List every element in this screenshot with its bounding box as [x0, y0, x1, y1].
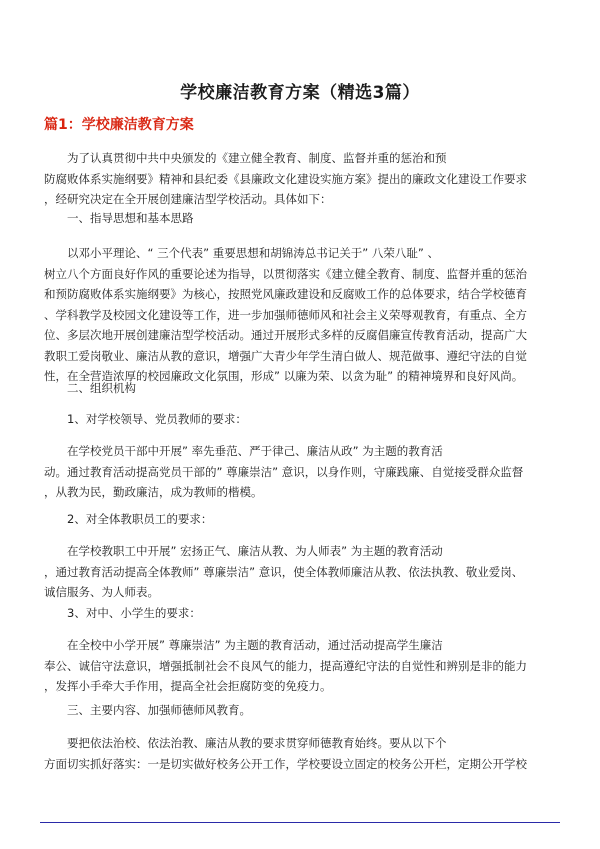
text-line: 为了认真贯彻中共中央颁发的《建立健全教育、制度、监督并重的惩治和预: [67, 151, 447, 165]
text-line: 性，在全营造浓厚的校园廉政文化氛围，形成” 以廉为荣、以贪为耻” 的精神境界和良好风尚。: [44, 369, 524, 383]
text-line: 三、主要内容、加强师德师风教育。: [67, 703, 251, 717]
text-line: 奉公、诚信守法意识，增强抵制社会不良风气的能力，提高遵纪守法的自觉性和辨别是非的能力: [44, 658, 527, 673]
paragraph-leaders: [44, 441, 564, 503]
text-line: 和预防腐败体系实施纲要》为核心，按照党风廉政建设和反腐败工作的总体要求，结合学校德育: [44, 287, 527, 301]
paragraph-intro: [44, 148, 564, 210]
text-line: 2、对全体教职员工的要求：: [67, 512, 213, 526]
subheading-organization: [44, 378, 564, 399]
footer-divider: [40, 822, 560, 823]
subheading-main-content: [44, 700, 564, 721]
text-line: 树立八个方面良好作风的重要论述为指导，以贯彻落实《建立健全教育、制度、监督并重的惩治: [44, 266, 527, 281]
paragraph-guiding-ideas: [44, 243, 564, 387]
paragraph-staff: [44, 541, 564, 603]
text-line: 在学校党员干部中开展” 率先垂范、严于律己、廉洁从政” 为主题的教育活: [67, 444, 443, 458]
text-line: 要把依法治校、依法治教、廉洁从教的要求贯穿师德教育始终。要从以下个: [67, 736, 447, 750]
paragraph-students: [44, 635, 564, 697]
text-line: 方面切实抓好落实：一是切实做好校务公开工作，学校要设立固定的校务公开栏，定期公开学校: [44, 756, 527, 771]
text-line: 二、组织机构: [67, 381, 136, 395]
text-line: 教职工爱岗敬业、廉洁从教的意识，增强广大青少年学生清白做人、规范做事、遵纪守法的自觉: [44, 348, 527, 363]
text-line: 在学校教职工中开展” 宏扬正气、廉洁从教、为人师表” 为主题的教育活动: [67, 544, 443, 558]
document-title: 学校廉洁教育方案（精选3篇）: [180, 83, 420, 103]
subheading-leaders: [44, 409, 564, 430]
text-line: ，经研究决定在全开展创建廉洁型学校活动。具体如下：: [44, 192, 332, 206]
subheading-students: [44, 603, 564, 624]
subheading-guiding-ideas: [44, 208, 564, 229]
text-line: 一、指导思想和基本思路: [67, 211, 194, 225]
text-line: 3、对中、小学生的要求：: [67, 606, 201, 620]
text-line: ，从教为民，勤政廉洁，成为教师的楷模。: [44, 485, 263, 499]
text-line: ，发挥小手牵大手作用，提高全社会拒腐防变的免疫力。: [44, 679, 332, 693]
paragraph-main-content: [44, 733, 564, 774]
text-line: 诚信服务、为人师表。: [44, 585, 159, 599]
text-line: 位、多层次地开展创建廉洁型学校活动。通过开展形式多样的反腐倡廉宣传教育活动，提高广大: [44, 328, 527, 342]
text-line: 、学科教学及校园文化建设等工作，进一步加强师德师风和社会主义荣辱观教育，有重点、全方: [44, 307, 527, 322]
section-heading: 篇1：学校廉洁教育方案: [44, 117, 194, 133]
text-line: 动。通过教育活动提高党员干部的” 尊廉崇洁” 意识，以身作则，守廉践廉、自觉接受群众监督: [44, 464, 524, 479]
text-line: 在全校中小学开展” 尊廉崇洁” 为主题的教育活动，通过活动提高学生廉洁: [67, 638, 443, 652]
text-line: ，通过教育活动提高全体教师” 尊廉崇洁” 意识，使全体教师廉洁从教、依法执教、敬业爱岗、: [44, 564, 524, 579]
text-line: 防腐败体系实施纲要》精神和县纪委《县廉政文化建设实施方案》提出的廉政文化建设工作要求: [44, 171, 527, 186]
text-line: 1、对学校领导、党员教师的要求：: [67, 412, 247, 426]
text-line: 以邓小平理论、“ 三个代表” 重要思想和胡锦涛总书记关于” 八荣八耻” 、: [67, 246, 439, 260]
subheading-staff: [44, 509, 564, 530]
